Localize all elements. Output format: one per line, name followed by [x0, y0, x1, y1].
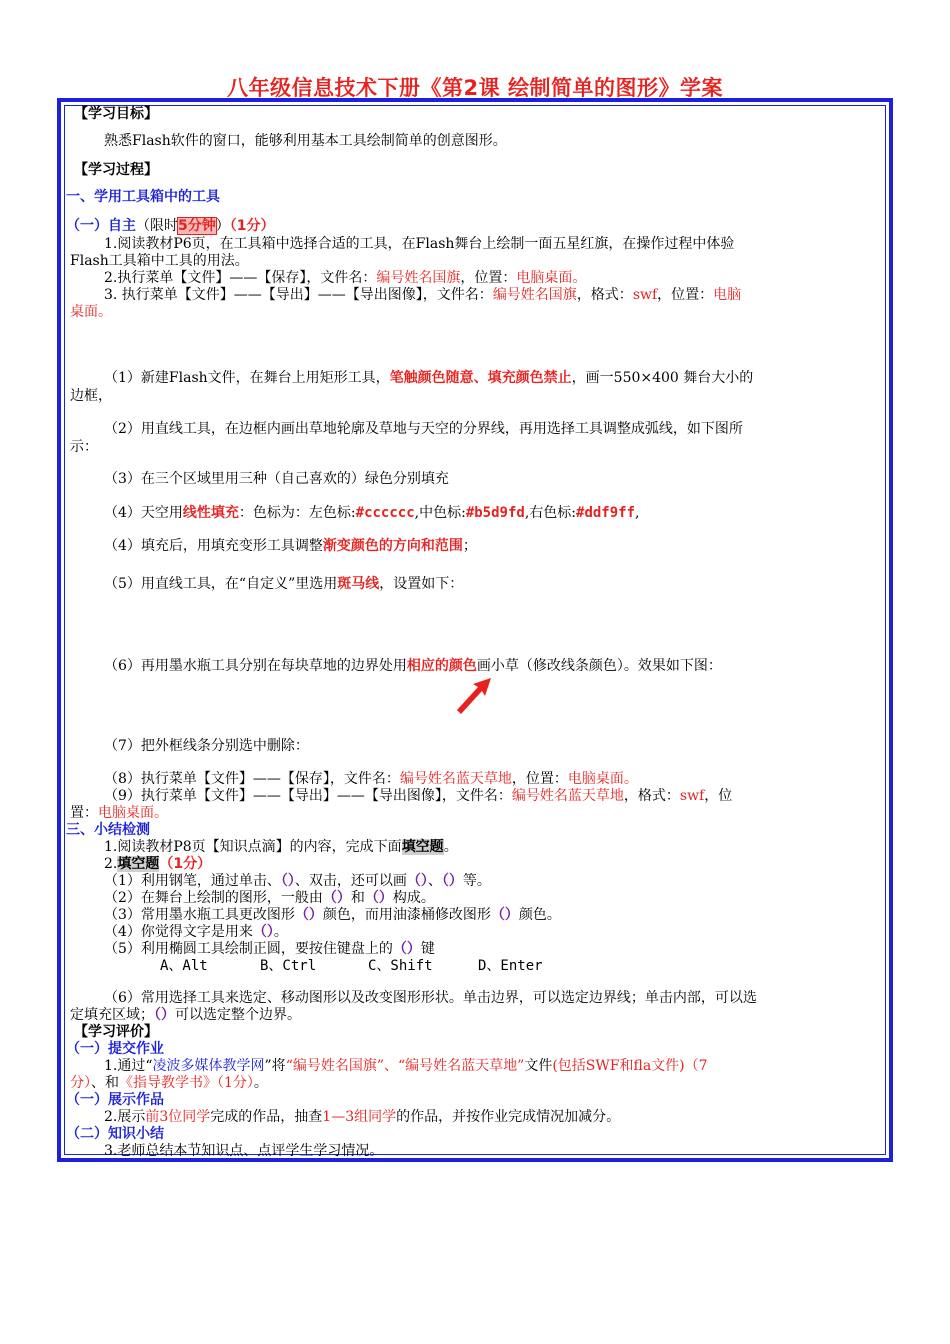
- fill2-blank2: （）: [364, 890, 393, 906]
- step8-line: （7）把外框线条分别选中删除：: [104, 738, 309, 754]
- eval-sub1: （一）提交作业: [66, 1041, 164, 1057]
- step6-text: （5）用直线工具，在“自定义”里选用: [104, 576, 338, 592]
- p3-pos-label: ，位置：: [657, 287, 714, 303]
- step10-filename: 编号姓名蓝天草地: [511, 788, 624, 804]
- fill1-t2: 、双击，还可以画: [294, 873, 407, 889]
- eval1-book: 《指导教学书》（1分）: [119, 1075, 254, 1091]
- step1-text: （1）新建Flash文件，在舞台上用矩形工具，: [104, 370, 390, 386]
- page-title: 八年级信息技术下册《第2课 绘制简单的图形》学案: [227, 76, 723, 100]
- fill5-t2: 键: [420, 941, 435, 957]
- evaluation-header: 【学习评价】: [74, 1024, 158, 1040]
- fill1-blank1: （）: [280, 873, 295, 889]
- option-a: A、Alt: [160, 958, 208, 974]
- p1-line1: 1.阅读教材P6页，在工具箱中选择合适的工具，在Flash舞台上绘制一面五星红旗，在操作过程中体验: [104, 236, 735, 252]
- step1-line1: [104, 370, 753, 387]
- option-c: C、Shift: [368, 958, 433, 974]
- fill6-line1: （6）常用选择工具来选定、移动图形以及改变图形形状。单击边界，可以选定边界线；单击内部，可以选: [104, 990, 757, 1006]
- p3-format-label: ，格式：: [576, 287, 633, 303]
- fill2-t1: （2）在舞台上绘制的图形，一般由: [104, 890, 323, 906]
- step6-end: ，设置如下：: [379, 576, 464, 592]
- step10-pos: ，位: [704, 788, 733, 804]
- fill1-blank3: （）: [441, 873, 463, 889]
- step4-line: [104, 505, 639, 522]
- fill6-line2: [70, 1007, 301, 1024]
- eval1-t2: ”将: [264, 1058, 286, 1074]
- red-arrow-icon: [455, 676, 505, 720]
- fill1-line: [104, 873, 491, 890]
- step4-text: （4）天空用: [104, 505, 183, 521]
- fill1-t1: （1）利用钢笔，通过单击、: [104, 873, 281, 889]
- fill5-t1: （5）利用椭圆工具绘制正圆，要按住键盘上的: [104, 941, 393, 957]
- eval-sub3: （二）知识小结: [66, 1126, 164, 1142]
- p2-filename: 编号姓名国旗: [376, 270, 461, 286]
- p2-pos: ，位置：: [460, 270, 517, 286]
- fill2-line: [104, 890, 435, 907]
- step9-line: [104, 771, 638, 788]
- sub1-score: （1分）: [229, 218, 275, 234]
- goal-header: 【学习目标】: [74, 106, 158, 122]
- sub1-label: （一）自主: [66, 218, 136, 234]
- step4-color2: #b5d9fd: [465, 505, 525, 521]
- p2-text: 2.执行菜单【文件】——【保存】，文件名：: [104, 270, 377, 286]
- step4-color3: #ddf9ff: [576, 505, 636, 521]
- step10-text: （9）执行菜单【文件】——【导出】——【导出图像】，文件名：: [104, 788, 512, 804]
- eval2-t1: 2.展示: [104, 1109, 146, 1125]
- eval2-t3: 的作品，并按作业完成情况加减分。: [396, 1109, 621, 1125]
- eval2-groups: 1—3组同学: [322, 1109, 397, 1125]
- fill2-t3: 构成。: [392, 890, 435, 906]
- q1-text: 1.阅读教材P8页【知识点滴】的内容，完成下面: [104, 839, 402, 855]
- step4-text2: ：色标为：左色标:: [238, 505, 356, 521]
- step2-line2: 示：: [70, 439, 98, 455]
- eval2-top3: 前3位同学: [145, 1109, 211, 1125]
- p3-location: 电脑: [713, 287, 742, 303]
- eval1-t3: 文件: [524, 1058, 553, 1074]
- step1-text2: ，画一550×400 舞台大小的: [571, 370, 754, 386]
- fill3-t1: （3）常用墨水瓶工具更改图形: [104, 907, 295, 923]
- sub1-limit: （限时: [136, 218, 178, 234]
- p2-line: [104, 270, 586, 287]
- q1-highlight: 填空题: [401, 839, 444, 855]
- p3-filename: 编号姓名国旗: [492, 287, 577, 303]
- q1-line: [104, 839, 458, 856]
- fill3-line: [104, 907, 561, 924]
- section-3-heading: 三、小结检测: [66, 822, 150, 838]
- p3-line1: [104, 287, 741, 304]
- q2-num: 2.: [104, 856, 118, 872]
- step2-line1: （2）用直线工具，在边框内画出草地轮廓及草地与天空的分界线，再用选择工具调整成弧线，如下图所: [104, 421, 743, 437]
- step6-emph: 斑马线: [337, 576, 380, 592]
- eval1-t1: 1.通过“: [104, 1058, 153, 1074]
- step5-emph: 渐变颜色的方向和范围: [322, 538, 463, 554]
- q2-score: （1分）: [159, 856, 212, 872]
- step4-text3: ,中色标:: [414, 505, 466, 521]
- step5-text: （4）填充后，用填充变形工具调整: [104, 538, 323, 554]
- goal-text: 熟悉Flash软件的窗口，能够利用基本工具绘制简单的创意图形。: [104, 133, 507, 149]
- p3-format: swf: [632, 287, 658, 303]
- eval1-t4: 、和: [91, 1075, 119, 1091]
- step7-text: （6）再用墨水瓶工具分别在每块草地的边界处用: [104, 658, 407, 674]
- step10-location: 电脑桌面。: [98, 805, 168, 821]
- fill1-t3: 、: [427, 873, 442, 889]
- fill4-t1: （4）你觉得文字是用来: [104, 924, 253, 940]
- step10-format-label: ，格式：: [623, 788, 680, 804]
- step1-line2: 边框，: [70, 388, 112, 404]
- fill3-t2: 颜色，而用油漆桶修改图形: [322, 907, 491, 923]
- q2-highlight: 填空题: [117, 856, 160, 872]
- q2-line: [104, 856, 211, 873]
- eval2-line: [104, 1109, 620, 1126]
- option-b: B、Ctrl: [260, 958, 317, 974]
- p2-location: 电脑桌面。: [516, 270, 587, 286]
- option-d: D、Enter: [478, 958, 543, 974]
- eval1-files: “编号姓名国旗”、“编号姓名蓝天草地”: [285, 1058, 525, 1074]
- fill6-t2: 可以选定整个边界。: [175, 1007, 301, 1023]
- step5-line: [104, 538, 477, 555]
- eval1-end: 。: [253, 1075, 268, 1091]
- eval1-formats: (包括SWF和fla文件)（7: [552, 1058, 708, 1074]
- eval1-line2: [70, 1075, 268, 1092]
- fill3-blank2: （）: [490, 907, 519, 923]
- fill6-blank1: （）: [154, 1007, 175, 1023]
- step4-text4: ,右色标:: [524, 505, 577, 521]
- step9-filename: 编号姓名蓝天草地: [399, 771, 512, 787]
- section-1-heading: 一、学用工具箱中的工具: [66, 189, 220, 205]
- step4-end: ,: [635, 505, 640, 521]
- step9-pos: ，位置：: [511, 771, 568, 787]
- step4-color1: #cccccc: [355, 505, 415, 521]
- eval1-score: 分）: [70, 1075, 91, 1091]
- fill3-blank1: （）: [294, 907, 323, 923]
- step7-line: [104, 658, 722, 675]
- step5-end: ；: [462, 538, 477, 554]
- fill4-blank1: （）: [252, 924, 274, 940]
- step9-text: （8）执行菜单【文件】——【保存】，文件名：: [104, 771, 400, 787]
- sub-1-heading: [66, 218, 275, 235]
- step10-format: swf: [679, 788, 705, 804]
- step10-line2: [70, 805, 168, 822]
- eval1-platform: 凌波多媒体教学网: [152, 1058, 265, 1074]
- step7-end: 画小草（修改线条颜色）。效果如下图：: [476, 658, 722, 674]
- process-header: 【学习过程】: [74, 162, 158, 178]
- fill4-line: [104, 924, 288, 941]
- fill6-t1: 定填充区域；: [70, 1007, 154, 1023]
- step10-line1: [104, 788, 732, 805]
- fill1-blank2: （）: [406, 873, 428, 889]
- step4-emph: 线性填充: [182, 505, 239, 521]
- fill1-t4: 等。: [462, 873, 491, 889]
- fill5-line: [104, 941, 435, 958]
- eval-sub2: （一）展示作品: [66, 1092, 164, 1108]
- step3-line: （3）在三个区域里用三种（自己喜欢的）绿色分别填充: [104, 471, 449, 487]
- q1-end: 。: [443, 839, 458, 855]
- sub1-close: ）: [215, 218, 230, 234]
- step6-line: [104, 576, 463, 593]
- sub1-time: 5分钟: [178, 218, 216, 234]
- fill4-t2: 。: [273, 924, 288, 940]
- eval2-t2: 完成的作品，抽查: [210, 1109, 323, 1125]
- fill5-blank1: （）: [392, 941, 421, 957]
- step1-emph: 笔触颜色随意、填充颜色禁止: [389, 370, 572, 386]
- eval3-line: 3.老师总结本节知识点、点评学生学习情况。: [104, 1143, 384, 1159]
- fill2-t2: 和: [350, 890, 365, 906]
- p3-text: 3. 执行菜单【文件】——【导出】——【导出图像】，文件名：: [104, 287, 493, 303]
- p3-line2: 桌面。: [70, 304, 112, 320]
- step9-location: 电脑桌面。: [567, 771, 638, 787]
- eval1-line1: [104, 1058, 708, 1075]
- step10-pos2: 置：: [70, 805, 98, 821]
- fill2-blank1: （）: [322, 890, 351, 906]
- step7-emph: 相应的颜色: [406, 658, 477, 674]
- fill3-t3: 颜色。: [518, 907, 561, 923]
- p1-line2: Flash工具箱中工具的用法。: [70, 253, 249, 269]
